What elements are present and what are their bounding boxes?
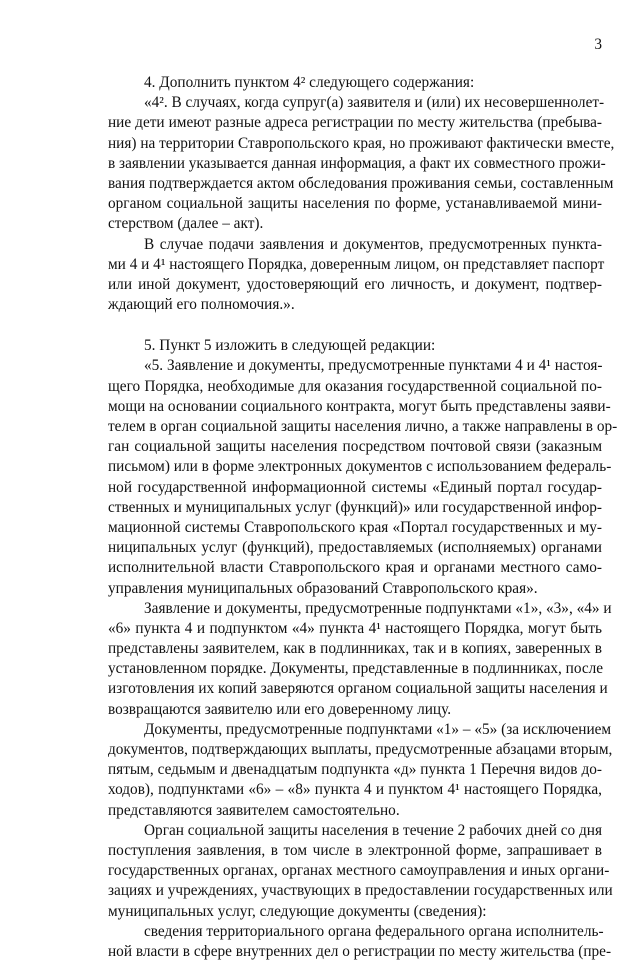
text-line: «6» пункта 4 и подпунктом «4» пункта 4¹ настоящего Порядка, могут быть bbox=[108, 619, 602, 637]
text-line: стерством (далее – акт). bbox=[108, 215, 264, 233]
text-line: Заявление и документы, предусмотренные подпунктами «1», «3», «4» и bbox=[144, 599, 612, 617]
text-line: представляются заявителем самостоятельно. bbox=[108, 801, 400, 819]
text-line: органом социальной защиты населения по форме, устанавливаемой мини- bbox=[108, 195, 602, 213]
text-line: В случае подачи заявления и документов, предусмотренных пункта- bbox=[144, 235, 602, 253]
page-number: 3 bbox=[594, 36, 602, 53]
document-body bbox=[108, 73, 618, 962]
text-line: или иной документ, удостоверяющий его личность, и документ, подтвер- bbox=[108, 275, 602, 293]
text-line: щего Порядка, необходимые для оказания государственной социальной по- bbox=[108, 377, 602, 395]
text-line: возвращаются заявителю или его доверенному лицу. bbox=[108, 700, 452, 718]
text-line: ния) на территории Ставропольского края, но проживают фактически вместе, bbox=[108, 134, 615, 152]
paragraph-gap bbox=[108, 315, 602, 336]
text-line: в заявлении указывается данная информация, а факт их совместного прожи- bbox=[108, 154, 606, 172]
text-line: Документы, предусмотренные подпунктами «1» – «5» (за исключением bbox=[144, 720, 612, 738]
text-line: сведения территориального органа федерального органа исполнитель- bbox=[144, 922, 604, 940]
text-line: телем в орган социальной защиты населения лично, а также направлены в ор- bbox=[108, 418, 618, 435]
text-line: поступления заявления, в том числе в электронной форме, запрашивает в bbox=[108, 841, 602, 859]
text-line: 5. Пункт 5 изложить в следующей редакции: bbox=[144, 337, 436, 355]
text-line: установленном порядке. Документы, представленные в подлинниках, после bbox=[108, 660, 604, 678]
text-line: ждающий его полномочия.». bbox=[108, 296, 295, 314]
text-line: «5. Заявление и документы, предусмотренные пунктами 4 и 4¹ настоя- bbox=[144, 357, 603, 375]
text-line: изготовления их копий заверяются органом социальной защиты населения и bbox=[108, 680, 608, 698]
text-line: ган социальной защиты населения посредством почтовой связи (заказным bbox=[108, 438, 602, 456]
text-line: 4. Дополнить пунктом 4² следующего содержания: bbox=[144, 74, 475, 91]
text-line: ние дети имеют разные адреса регистрации по месту жительства (пребыва- bbox=[108, 114, 602, 132]
text-line: ми 4 и 4¹ настоящего Порядка, доверенным лицом, он представляет паспорт bbox=[108, 255, 605, 273]
text-line: документов, подтверждающих выплаты, предусмотренные абзацами вторым, bbox=[108, 741, 613, 758]
text-line: письмом) или в форме электронных документов с использованием федераль- bbox=[108, 458, 612, 476]
text-line: «4². В случаях, когда супруг(а) заявителя и (или) их несовершеннолет- bbox=[144, 94, 605, 112]
text-line: ной власти в сфере внутренних дел о регистрации по месту жительства (пре- bbox=[108, 942, 612, 960]
text-line: государственных органах, органах местного самоуправления и иных органи- bbox=[108, 862, 610, 880]
text-line: управления муниципальных образований Ставропольского края». bbox=[108, 579, 538, 597]
text-line: пятым, седьмым и двенадцатым подпункта «д» пункта 1 Перечня видов до- bbox=[108, 761, 602, 779]
text-line: вания подтверждается актом обследования проживания семьи, составленным bbox=[108, 174, 614, 192]
text-line: ственных и муниципальных услуг (функций)» или государственной инфор- bbox=[108, 498, 602, 516]
text-line: ходов), подпунктами «6» – «8» пункта 4 и пунктом 4¹ настоящего Порядка, bbox=[108, 781, 602, 799]
text-line: исполнительной власти Ставропольского края и органами местного само- bbox=[108, 559, 602, 577]
text-line: мощи на основании социального контракта, могут быть представлены заяви- bbox=[108, 397, 611, 415]
text-line: Орган социальной защиты населения в течение 2 рабочих дней со дня bbox=[144, 821, 602, 839]
text-line: мационной системы Ставропольского края «Портал государственных и му- bbox=[108, 518, 602, 536]
text-line: зациях и учреждениях, участвующих в предоставлении государственных или bbox=[108, 882, 613, 900]
text-line: муниципальных услуг, следующие документы (сведения): bbox=[108, 902, 487, 920]
text-line: ниципальных услуг (функций), предоставляемых (исполняемых) органами bbox=[108, 539, 602, 557]
text-line: ной государственной информационной системы «Единый портал государ- bbox=[108, 478, 602, 496]
text-line: представлены заявителем, как в подлинниках, так и в копиях, заверенных в bbox=[108, 640, 602, 658]
